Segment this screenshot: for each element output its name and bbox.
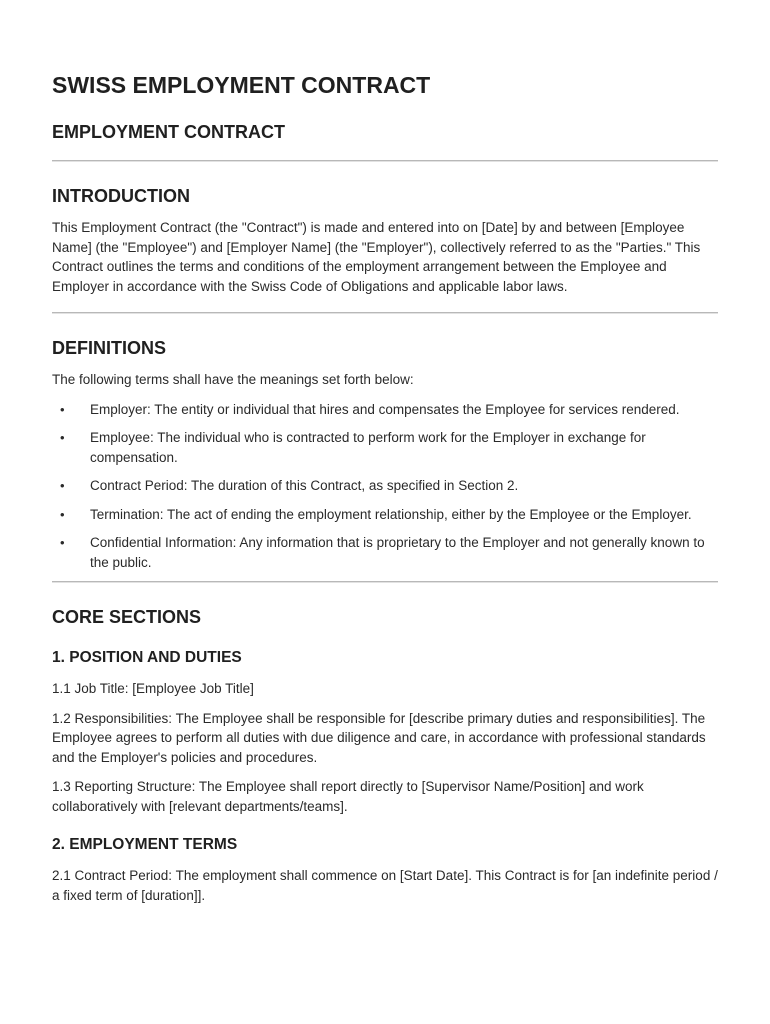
- document-subtitle: EMPLOYMENT CONTRACT: [52, 122, 285, 142]
- definition-text: Employee: The individual who is contracted to perform work for the Employer in exchange for compensation.: [90, 430, 646, 465]
- definition-item: [52, 533, 718, 572]
- responsibilities-clause: 1.2 Responsibilities: The Employee shall be responsible for [describe primary duties and responsibilities]. The Employee agrees to perform all duties with due diligence and care, in accordance with professional standards and the Employer's policies and procedures.: [52, 710, 706, 765]
- definition-text: Termination: The act of ending the employment relationship, either by the Employee or the Employer.: [90, 506, 692, 522]
- contract-period-clause: 2.1 Contract Period: The employment shall commence on [Start Date]. This Contract is for [an indefinite period / a fixed term of [duration]].: [52, 868, 718, 903]
- definitions-heading: DEFINITIONS: [52, 338, 167, 358]
- definition-item: [52, 476, 718, 496]
- definition-item: [52, 428, 718, 467]
- core-sections-heading: CORE SECTIONS: [52, 607, 202, 627]
- bullet-icon: •: [60, 506, 65, 522]
- employment-terms-heading: 2. EMPLOYMENT TERMS: [52, 836, 238, 853]
- introduction-text: This Employment Contract (the "Contract") is made and entered into on [Date] by and between [Employee Name] (the "Employee") and [Employer Name] (the "Employer"), collectively referred to as the "Parties." This Contract outlines the terms and conditions of the employment arrangement between the Employee and Employer in accordance with the Swiss Code of Obligations and applicable labor laws.: [52, 220, 701, 294]
- definition-item: [52, 505, 718, 525]
- divider: [52, 581, 718, 583]
- definition-text: Confidential Information: Any information that is proprietary to the Employer and not generally known to the public.: [90, 535, 705, 570]
- bullet-icon: •: [60, 535, 65, 550]
- definition-text: Employer: The entity or individual that hires and compensates the Employee for services rendered.: [90, 401, 680, 417]
- definitions-intro: The following terms shall have the meanings set forth below:: [52, 372, 414, 387]
- introduction-section: [52, 184, 718, 296]
- divider: [52, 312, 718, 314]
- position-duties-heading: 1. POSITION AND DUTIES: [52, 649, 242, 666]
- bullet-icon: •: [60, 401, 65, 417]
- definition-item: [52, 400, 718, 420]
- definitions-list: [52, 400, 718, 573]
- reporting-structure-clause: 1.3 Reporting Structure: The Employee shall report directly to [Supervisor Name/Position] and work collaboratively with [relevant departments/teams].: [52, 779, 644, 814]
- job-title-clause: 1.1 Job Title: [Employee Job Title]: [52, 681, 254, 696]
- bullet-icon: •: [60, 430, 65, 445]
- bullet-icon: •: [60, 478, 65, 493]
- document-title: SWISS EMPLOYMENT CONTRACT: [52, 72, 431, 98]
- divider: [52, 160, 718, 162]
- definition-text: Contract Period: The duration of this Contract, as specified in Section 2.: [90, 478, 519, 493]
- introduction-heading: INTRODUCTION: [52, 186, 190, 206]
- core-sections: [52, 605, 718, 905]
- definitions-section: [52, 336, 718, 572]
